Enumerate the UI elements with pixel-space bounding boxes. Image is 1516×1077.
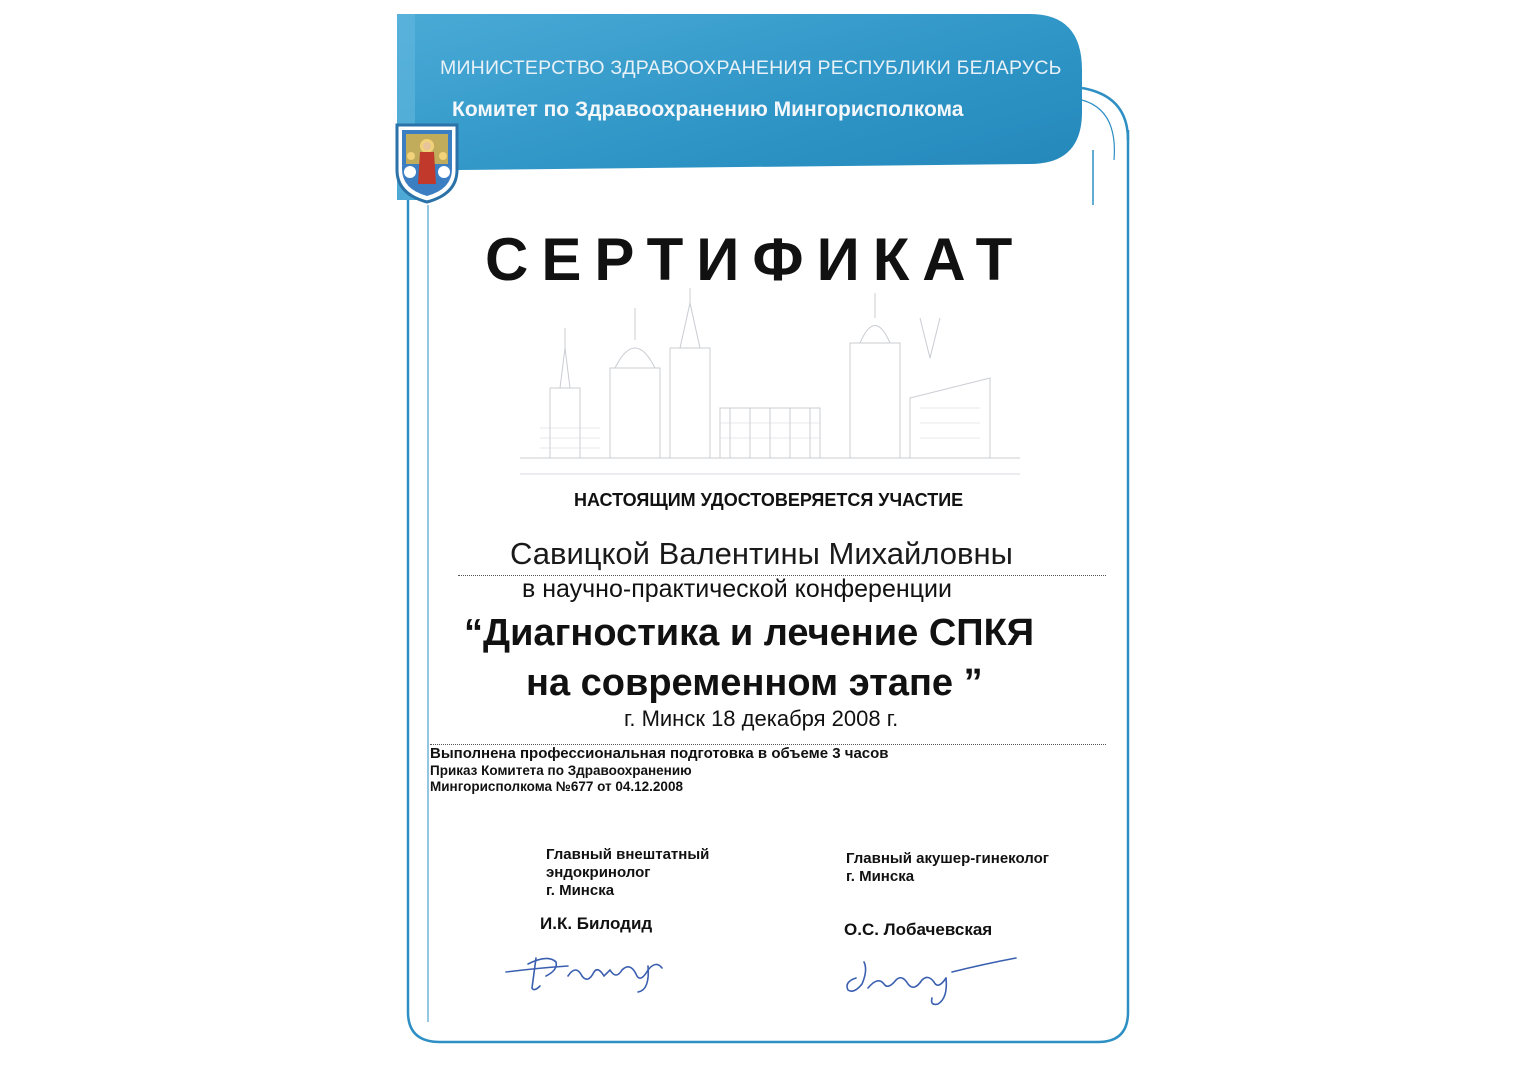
- conference-title-line2: на современном этапе ”: [526, 662, 983, 704]
- architecture-sketch-illustration: [520, 288, 1020, 488]
- training-hours: Выполнена профессиональная подготовка в объеме 3 часов: [430, 745, 889, 762]
- signatory-1-position-line: эндокринолог: [546, 864, 651, 881]
- order-line-2: Мингорисполкома №677 от 04.12.2008: [430, 779, 683, 794]
- signatory-2-signature: [834, 948, 1034, 1008]
- signatory-1-position-line: Главный внештатный: [546, 846, 710, 863]
- ministry-heading: МИНИСТЕРСТВО ЗДРАВООХРАНЕНИЯ РЕСПУБЛИКИ БЕЛАРУСЬ: [440, 57, 1062, 79]
- committee-heading: Комитет по Здравоохранению Мингорисполкома: [452, 98, 964, 121]
- place-and-date: г. Минск 18 декабря 2008 г.: [624, 706, 899, 731]
- conference-intro: в научно-практической конференции: [522, 575, 952, 603]
- order-line-1: Приказ Комитета по Здравоохранению: [430, 763, 692, 778]
- signatory-1-position: [546, 846, 709, 900]
- signatory-2-name: О.С. Лобачевская: [844, 920, 993, 939]
- conference-title-line1: “Диагностика и лечение СПКЯ: [464, 612, 1035, 654]
- signatory-1-signature: [498, 940, 678, 1000]
- certifies-participation-text: НАСТОЯЩИМ УДОСТОВЕРЯЕТСЯ УЧАСТИЕ: [574, 490, 964, 510]
- signatory-2-position-line: Главный акушер-гинеколог: [846, 850, 1050, 867]
- signatory-2-position-line: г. Минска: [846, 868, 915, 885]
- minsk-coat-of-arms-icon: [394, 122, 460, 204]
- participant-name: Савицкой Валентины Михайловны: [510, 536, 1013, 571]
- certificate-title: СЕРТИФИКАТ: [485, 226, 1026, 293]
- signatory-1-position-line: г. Минска: [546, 882, 615, 899]
- signatory-1-name: И.К. Билодид: [540, 914, 653, 933]
- signatory-2-position: [846, 850, 1049, 886]
